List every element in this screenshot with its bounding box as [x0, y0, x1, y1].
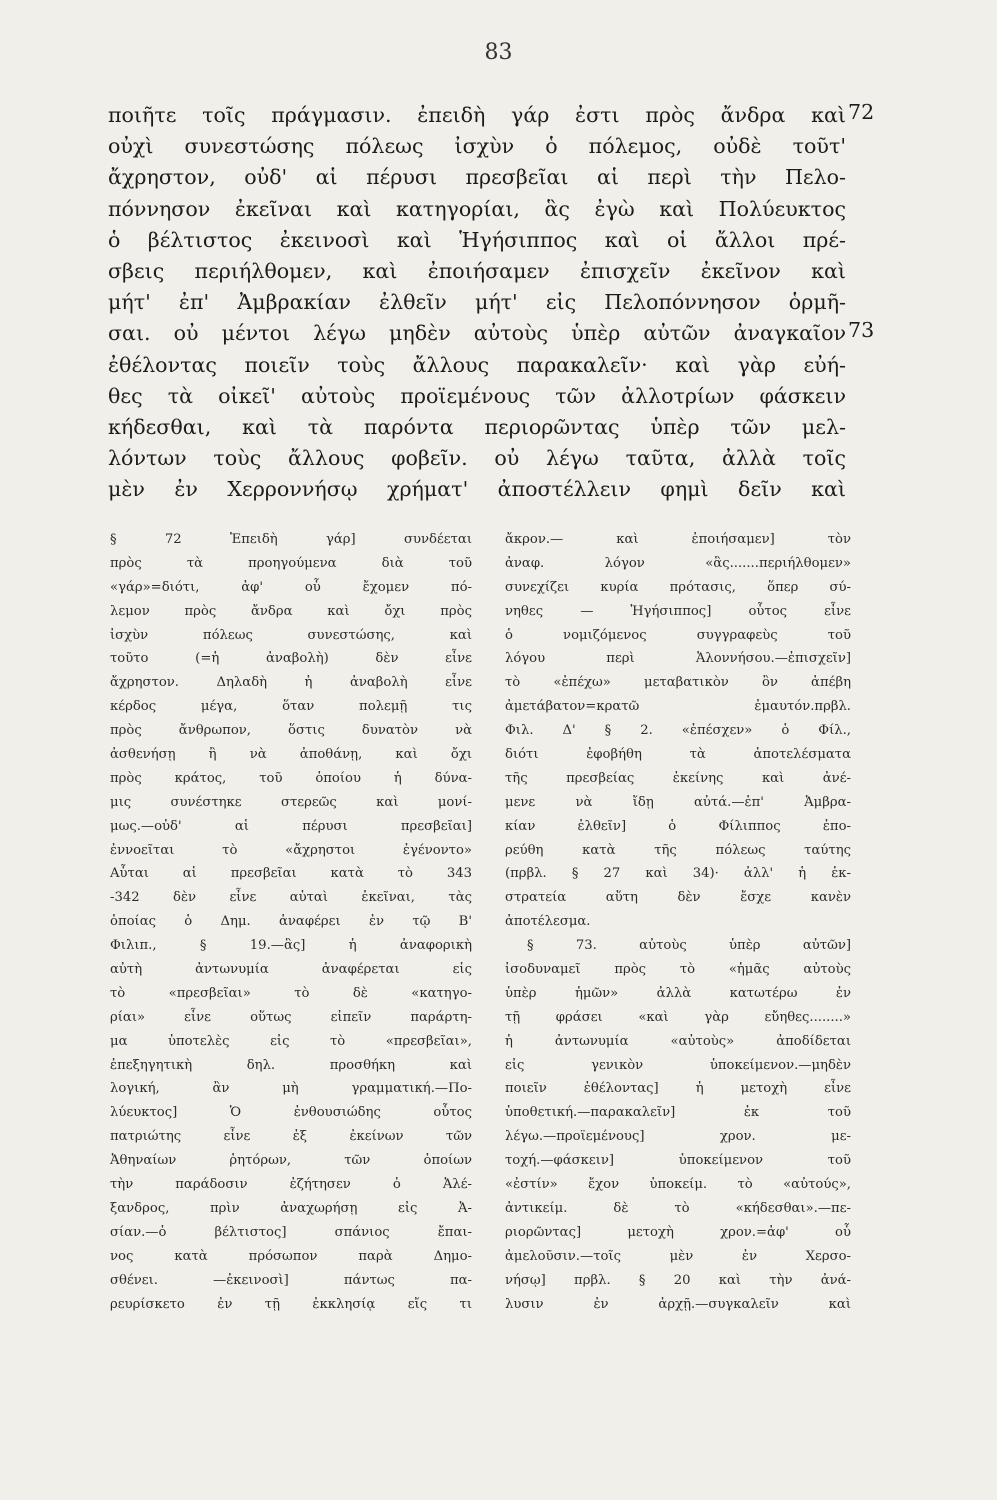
commentary-line: ριορῶντας] μετοχὴ χρον.=ἀφ' οὗ — [505, 1224, 851, 1240]
commentary-line: κίαν ἐλθεῖν] ὁ Φίλιππος ἐπο- — [505, 818, 851, 834]
commentary-line: ἰσοδυναμεῖ πρὸς τὸ «ἡμᾶς αὐτοὺς — [505, 962, 851, 978]
commentary-line: διότι ἐφοβήθη τὰ ἀποτελέσματα — [505, 747, 851, 763]
commentary-line: μως.—οὐδ' αἱ πέρυσι πρεσβεῖαι] — [110, 818, 472, 834]
commentary-line: στρατεία αὕτη δὲν ἔσχε κανὲν — [505, 890, 851, 906]
commentary-line: ἄχρηστον. Δηλαδὴ ἡ ἀναβολὴ εἶνε — [110, 675, 472, 691]
main-text-line: μήτ' ἐπ' Ἀμβρακίαν ἐλθεῖν μήτ' εἰς Πελοπόννησον ὁρμῆ- — [108, 290, 846, 315]
main-text-line: οὐχὶ συνεστώσης πόλεως ἰσχὺν ὁ πόλεμος, οὐδὲ τοῦτ' — [108, 134, 846, 159]
commentary-line: § 73. αὐτοὺς ὑπὲρ αὐτῶν] — [527, 938, 851, 954]
commentary-line: νήσῳ] πρβλ. § 20 καὶ τὴν ἀνά- — [505, 1272, 851, 1288]
page-number: 83 — [484, 40, 513, 65]
main-text-line: θες τὰ οἰκεῖ' αὐτοὺς προϊεμένους τῶν ἀλλοτρίων φάσκειν — [108, 383, 846, 408]
commentary-line: νος κατὰ πρόσωπον παρὰ Δημο- — [110, 1248, 472, 1264]
commentary-line: σίαν.—ὁ βέλτιστος] σπάνιος ἔπαι- — [110, 1224, 472, 1240]
commentary-line: (πρβλ. § 27 καὶ 34)· ἀλλ' ἡ ἐκ- — [505, 866, 851, 882]
commentary-line: ὑπὲρ ἡμῶν» ἀλλὰ κατωτέρω ἐν — [505, 985, 851, 1001]
commentary-left-column — [110, 528, 472, 1316]
commentary-line: πρὸς κράτος, τοῦ ὁποίου ἡ δύνα- — [110, 770, 472, 786]
main-text-line: πόννησον ἐκεῖναι καὶ κατηγορίαι, ἃς ἐγὼ καὶ Πολύευκτος — [108, 196, 846, 221]
commentary-line: πρὸς τὰ προηγούμενα διὰ τοῦ — [110, 555, 472, 571]
commentary-line: Αὗται αἱ πρεσβεῖαι κατὰ τὸ 343 — [110, 866, 472, 882]
commentary-line: τὸ «ἐπέχω» μεταβατικὸν ὂν ἀπέβη — [505, 675, 851, 691]
main-text-line: λόντων τοὺς ἄλλους φοβεῖν. οὐ λέγω ταῦτα, ἀλλὰ τοῖς — [108, 446, 846, 471]
commentary-line: ἐννοεῖται τὸ «ἄχρηστοι ἐγένοντο» — [110, 842, 472, 858]
commentary-line: συνεχίζει κυρία πρότασις, ὅπερ σύ- — [505, 579, 851, 595]
commentary-line: ὁ νομιζόμενος συγγραφεὺς τοῦ — [505, 627, 851, 643]
commentary-line: μενε νὰ ἴδῃ αὐτά.—ἐπ' Ἀμβρα- — [505, 794, 851, 810]
commentary-line: λέγω.—προϊεμένους] χρον. με- — [505, 1129, 851, 1145]
commentary-line: Ἀθηναίων ῥητόρων, τῶν ὁποίων — [110, 1153, 472, 1169]
commentary-line: σθένει. —ἐκεινοσὶ] πάντως πα- — [110, 1272, 472, 1288]
main-text-line: κήδεσθαι, καὶ τὰ παρόντα περιορῶντας ὑπὲρ τῶν μελ- — [108, 414, 846, 439]
commentary-line: Φιλιπ., § 19.—ἃς] ἡ ἀναφορικὴ — [110, 938, 472, 954]
commentary-line: λεμον πρὸς ἄνδρα καὶ ὄχι πρὸς — [110, 603, 472, 619]
commentary-line: ἀμετάβατον=κρατῶ ἐμαυτόν.πρβλ. — [505, 699, 851, 715]
commentary-line: ξανδρος, πρὶν ἀναχωρήσῃ εἰς Ἀ- — [110, 1200, 472, 1216]
main-text-line: μὲν ἐν Χερροννήσῳ χρήματ' ἀποστέλλειν φημὶ δεῖν καὶ — [108, 477, 846, 502]
commentary-line: τὴν παράδοσιν ἐζήτησεν ὁ Ἀλέ- — [110, 1177, 472, 1193]
commentary-line: ἡ ἀντωνυμία «αὐτοὺς» ἀποδίδεται — [505, 1033, 851, 1049]
commentary-line: τῆς πρεσβείας ἐκείνης καὶ ἀνέ- — [505, 770, 851, 786]
commentary-line: -342 δὲν εἶνε αὐταὶ ἐκεῖναι, τὰς — [110, 890, 472, 906]
section-number-73: 73 — [848, 318, 875, 342]
commentary-line: «ἐστίν» ἔχον ὑποκείμ. τὸ «αὐτούς», — [505, 1177, 851, 1193]
commentary-line: ὁποίας ὁ Δημ. ἀναφέρει ἐν τῷ Β' — [110, 914, 472, 930]
commentary-right-column — [505, 528, 851, 1316]
commentary-line: λογική, ἂν μὴ γραμματική.—Πο- — [110, 1081, 472, 1097]
commentary-line: ἀμελοῦσιν.—τοῖς μὲν ἐν Χερσο- — [505, 1248, 851, 1264]
commentary-line: ρευρίσκετο ἐν τῇ ἐκκλησίᾳ εἴς τι — [110, 1296, 472, 1312]
commentary-line: ἀντικείμ. δὲ τὸ «κήδεσθαι».—πε- — [505, 1200, 851, 1216]
commentary-line: ρίαι» εἶνε οὕτως εἰπεῖν παράρτη- — [110, 1009, 472, 1025]
main-text-line: σβεις περιήλθομεν, καὶ ἐποιήσαμεν ἐπισχεῖν ἐκεῖνον καὶ — [108, 258, 846, 283]
commentary-line: Φιλ. Δ' § 2. «ἐπέσχεν» ὁ Φίλ., — [505, 723, 851, 739]
commentary-line: μα ὑποτελὲς εἰς τὸ «πρεσβεῖαι», — [110, 1033, 472, 1049]
commentary-line: ἰσχὺν πόλεως συνεστώσης, καὶ — [110, 627, 472, 643]
commentary-line: ὑποθετική.—παρακαλεῖν] ἐκ τοῦ — [505, 1105, 851, 1121]
commentary-line: μις συνέστηκε στερεῶς καὶ μονί- — [110, 794, 472, 810]
section-number-72: 72 — [848, 100, 875, 124]
commentary-line: νηθες — Ἡγήσιππος] οὗτος εἶνε — [505, 603, 851, 619]
commentary-line: εἰς γενικὸν ὑποκείμενον.—μηδὲν — [505, 1057, 851, 1073]
main-text-line: σαι. οὐ μέντοι λέγω μηδὲν αὐτοὺς ὑπὲρ αὐτῶν ἀναγκαῖον — [108, 321, 846, 346]
commentary-line: τοχή.—φάσκειν] ὑποκείμενον τοῦ — [505, 1153, 851, 1169]
main-text-line: ἄχρηστον, οὐδ' αἱ πέρυσι πρεσβεῖαι αἱ περὶ τὴν Πελο- — [108, 165, 846, 190]
main-text-line: ἐθέλοντας ποιεῖν τοὺς ἄλλους παρακαλεῖν· καὶ γὰρ εὐή- — [108, 352, 846, 377]
commentary-line: ἀσθενήσῃ ἢ νὰ ἀποθάνῃ, καὶ ὄχι — [110, 747, 472, 763]
main-text-line: ὁ βέλτιστος ἐκεινοσὶ καὶ Ἡγήσιππος καὶ οἱ ἄλλοι πρέ- — [108, 227, 846, 252]
commentary-line: ἐπεξηγητικὴ δηλ. προσθήκη καὶ — [110, 1057, 472, 1073]
commentary-line: ἀποτέλεσμα. — [505, 914, 591, 930]
main-text-line: ποιῆτε τοῖς πράγμασιν. ἐπειδὴ γάρ ἐστι πρὸς ἄνδρα καὶ — [108, 103, 846, 127]
commentary-line: § 72 Ἐπειδὴ γάρ] συνδέεται — [110, 532, 472, 547]
commentary-line: ἄκρον.— καὶ ἐποιήσαμεν] τὸν — [505, 532, 851, 547]
commentary-line: «γάρ»=διότι, ἀφ' οὗ ἔχομεν πό- — [110, 579, 472, 595]
commentary-line: ρεύθη κατὰ τῆς πόλεως ταύτης — [505, 842, 851, 858]
commentary-line: λυσιν ἐν ἀρχῇ.—συγκαλεῖν καὶ — [505, 1296, 851, 1312]
commentary-line: λόγου περὶ Ἁλοννήσου.—ἐπισχεῖν] — [505, 651, 851, 667]
commentary-line: τῇ φράσει «καὶ γὰρ εὔηθες........» — [505, 1009, 851, 1025]
commentary-line: λύευκτος] Ὁ ἐνθουσιώδης οὗτος — [110, 1105, 472, 1121]
main-text — [108, 100, 846, 505]
commentary-line: τοῦτο (=ἡ ἀναβολὴ) δὲν εἶνε — [110, 651, 472, 667]
commentary-line: πατριώτης εἶνε ἐξ ἐκείνων τῶν — [110, 1129, 472, 1145]
commentary-line: ποιεῖν ἐθέλοντας] ἡ μετοχὴ εἶνε — [505, 1081, 851, 1097]
commentary-line: πρὸς ἄνθρωπον, ὅστις δυνατὸν νὰ — [110, 723, 472, 739]
commentary-line: τὸ «πρεσβεῖαι» τὸ δὲ «κατηγο- — [110, 985, 472, 1001]
commentary-line: αὐτὴ ἀντωνυμία ἀναφέρεται εἰς — [110, 962, 472, 978]
commentary-line: κέρδος μέγα, ὅταν πολεμῇ τις — [110, 699, 472, 715]
commentary-line: ἀναφ. λόγον «ἃς.......περιήλθομεν» — [505, 555, 851, 571]
